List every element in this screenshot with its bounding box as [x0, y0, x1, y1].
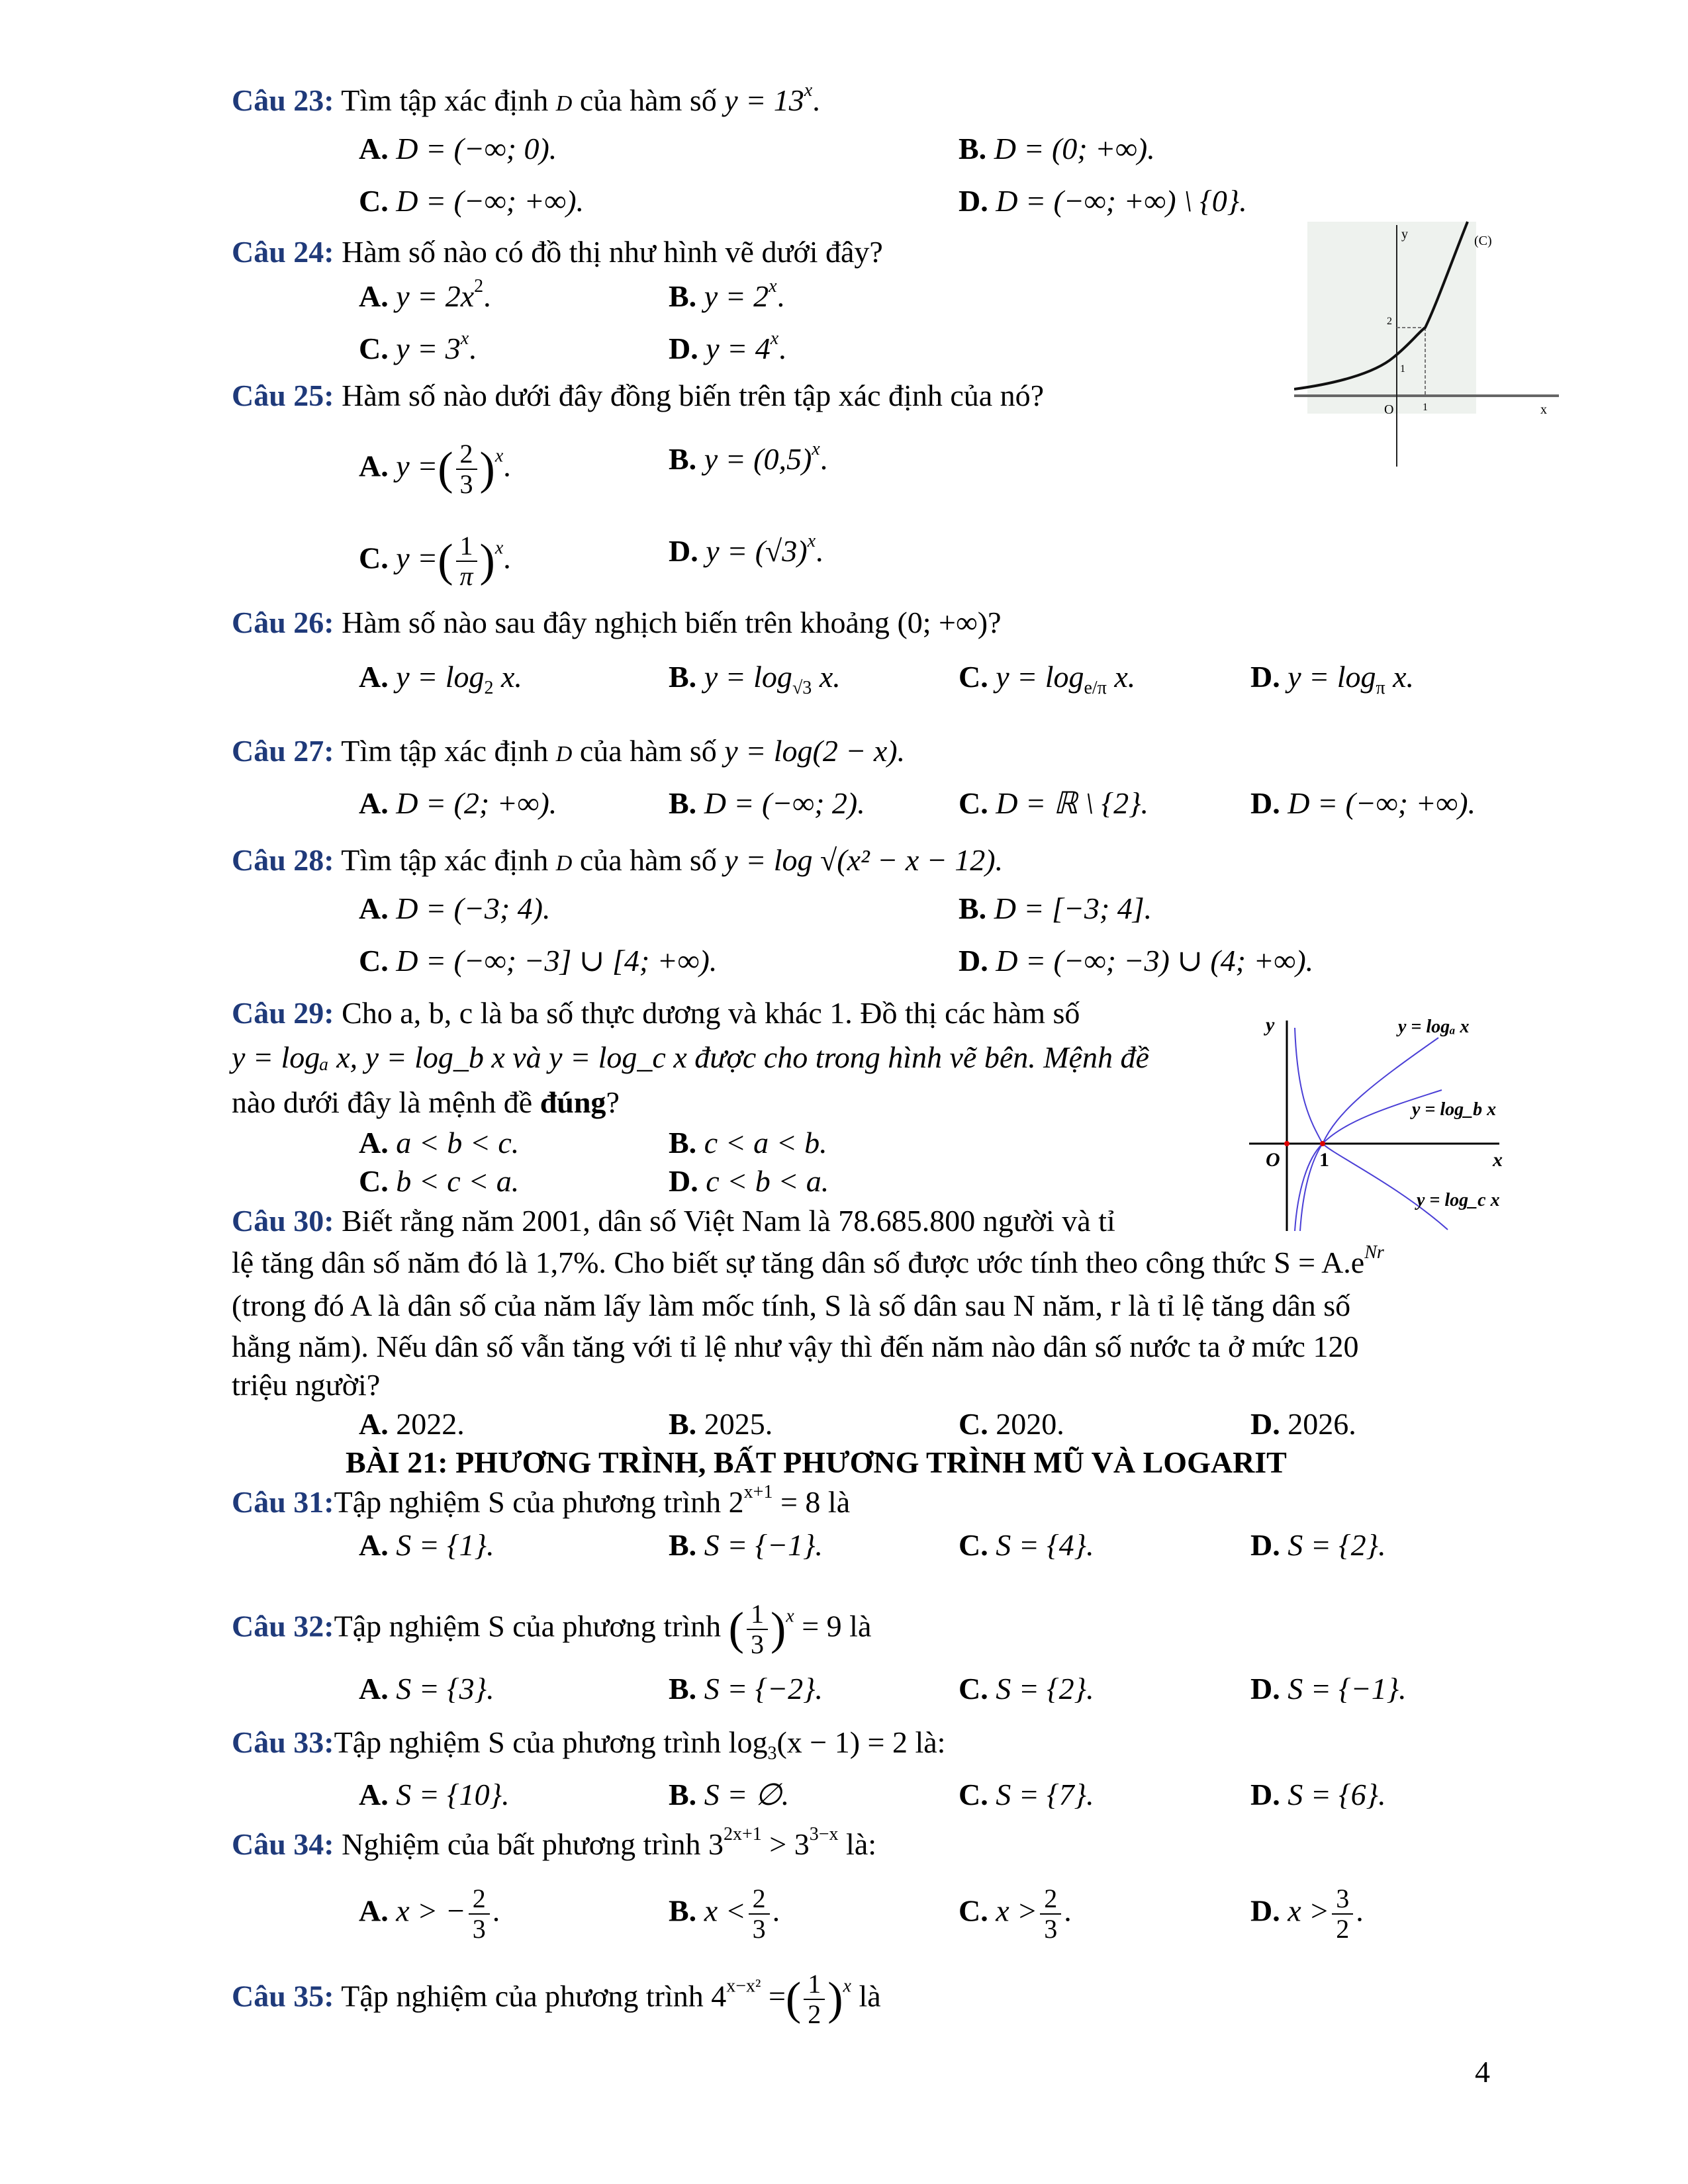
question-30 — [232, 1201, 1115, 1241]
option-sub: π — [1376, 678, 1385, 698]
option-key: B. — [669, 660, 697, 694]
option-key: C. — [959, 786, 988, 820]
option-value: D = (0; +∞). — [994, 132, 1155, 165]
option-key: B. — [669, 279, 697, 313]
option-key: C. — [959, 1407, 988, 1441]
one-label: 1 — [1319, 1149, 1329, 1171]
option-sub: √3 — [792, 678, 812, 698]
question-text-line — [232, 1243, 1384, 1283]
curve-log-a — [1323, 1038, 1438, 1144]
numerator: 2 — [1040, 1884, 1061, 1915]
numerator: 2 — [469, 1884, 490, 1915]
denominator: 2 — [1336, 1914, 1350, 1944]
option-key: A. — [359, 1893, 389, 1928]
curve-log-a-lower — [1295, 1144, 1323, 1231]
formula-sup: x−x² — [726, 1976, 761, 1997]
question-text: = — [761, 1979, 786, 2013]
option-c — [959, 1775, 1094, 1815]
option-c: C. $y = 3^x$. — [359, 328, 477, 365]
option-tail: x. — [812, 660, 841, 694]
option-c — [959, 1669, 1094, 1709]
numerator: 1 — [747, 1600, 768, 1630]
option-key: D. — [669, 534, 698, 568]
logarithm-graph — [1225, 979, 1523, 1231]
question-25 — [232, 376, 1044, 416]
question-text: Hàm số nào sau đây nghịch biến trên khoảng — [342, 606, 890, 639]
option-a: A. y =( $\frac{2}{3}$ )$^x$. — [359, 439, 511, 499]
option-value: y = (0,5) — [704, 442, 812, 476]
question-text: là: — [838, 1827, 877, 1861]
option-a — [359, 1404, 465, 1444]
option-key: D. — [959, 944, 988, 978]
option-key: A. — [359, 1778, 389, 1811]
question-29 — [232, 993, 1080, 1033]
y-label: y — [1401, 227, 1408, 242]
option-d — [1250, 784, 1476, 823]
option-key: B. — [669, 786, 697, 820]
option-value: D = (2; +∞). — [396, 786, 557, 820]
question-text-line — [232, 1038, 1149, 1077]
tick-label: 1 — [1400, 363, 1405, 375]
option-a — [359, 1123, 519, 1163]
option-value: S = {4}. — [996, 1528, 1094, 1562]
question-label: Câu 35: — [232, 1979, 334, 2013]
option-value: D = (−∞; 2). — [704, 786, 865, 820]
option-value: a < b < c. — [396, 1126, 520, 1160]
fraction — [747, 1600, 768, 1659]
denominator: 3 — [750, 1629, 764, 1659]
question-text: (x − 1) = 2 là: — [776, 1725, 946, 1759]
option-value: c < b < a. — [706, 1164, 829, 1198]
denominator: 3 — [459, 469, 473, 499]
option-d — [1250, 1525, 1386, 1565]
formula: y = log(2 − x). — [724, 734, 906, 768]
option-value: 2022. — [396, 1407, 465, 1441]
formula-sup: Nr — [1364, 1242, 1384, 1263]
option-key: B. — [669, 1407, 697, 1441]
option-sup: x — [770, 328, 779, 349]
option-key: D. — [1250, 1528, 1280, 1562]
option-key: D. — [1250, 786, 1280, 820]
question-text: = 8 là — [773, 1485, 851, 1519]
option-key: C. — [359, 944, 389, 978]
option-key: B. — [669, 1893, 697, 1928]
option-c — [359, 181, 584, 221]
fraction — [456, 531, 477, 591]
question-label: Câu 34: — [232, 1827, 334, 1861]
option-key: A. — [359, 1528, 389, 1562]
option-b: B. $y = (0,5)^x$. — [669, 439, 828, 476]
option-c — [959, 784, 1149, 823]
option-b: B. $y = 2^x$. — [669, 276, 785, 313]
option-key: B. — [959, 891, 987, 925]
question-text: = 9 là — [794, 1609, 872, 1643]
option-value: 2020. — [996, 1407, 1064, 1441]
option-a — [359, 657, 522, 697]
option-key: D. — [1250, 1893, 1280, 1928]
option-key: C. — [359, 332, 389, 365]
option-key: D. — [669, 332, 698, 365]
option-b — [959, 889, 1152, 929]
option-key: C. — [359, 541, 389, 575]
emphasis: đúng — [539, 1085, 606, 1119]
option-sup: x — [807, 531, 816, 551]
option-d — [1250, 657, 1414, 697]
option-key: B. — [669, 1778, 697, 1811]
option-sup: x — [460, 328, 469, 349]
origin-label: O — [1266, 1149, 1280, 1171]
option-value: S = {7}. — [996, 1778, 1094, 1811]
option-key: B. — [669, 1672, 697, 1706]
option-c — [959, 1525, 1094, 1565]
option-value: y = 4 — [706, 332, 771, 365]
option-key: A. — [359, 1407, 389, 1441]
option-value: y = (√3) — [706, 534, 808, 568]
question-24 — [232, 232, 883, 272]
question-text: hằng năm). Nếu dân số vẫn tăng với tỉ lệ như vậy thì đến năm nào dân số nước ta ở mức 120 — [232, 1330, 1359, 1363]
numerator: 2 — [456, 439, 477, 470]
option-value: y = — [396, 541, 438, 575]
option-sub: 2 — [484, 678, 494, 698]
option-key: C. — [959, 1778, 988, 1811]
formula: y = log √(x² − x − 12). — [724, 843, 1004, 877]
fraction — [804, 1970, 825, 2029]
denominator: 3 — [1044, 1914, 1058, 1944]
option-tail: x. — [1385, 660, 1415, 694]
option-value: S = {2}. — [1288, 1528, 1386, 1562]
option-key: C. — [359, 1164, 389, 1198]
question-text: Tập nghiệm của phương trình 4 — [341, 1979, 727, 2013]
option-a — [359, 1525, 494, 1565]
option-value: c < a < b. — [704, 1126, 827, 1160]
question-label: Câu 31: — [232, 1485, 334, 1519]
option-value: y = 2x — [396, 279, 475, 313]
option-value: y = 2 — [704, 279, 769, 313]
option-key: B. — [669, 1126, 697, 1160]
fraction — [469, 1884, 490, 1944]
option-sup: x — [812, 439, 820, 459]
option-key: C. — [959, 1893, 988, 1928]
option-c: C. x > $\frac{2}{3}$ . — [959, 1884, 1072, 1944]
option-b — [669, 1123, 827, 1163]
option-b — [959, 129, 1155, 169]
question-text: Tập nghiệm S của phương trình log — [334, 1725, 768, 1759]
question-label: Câu 33: — [232, 1725, 334, 1759]
option-value: D = (−3; 4). — [396, 891, 551, 925]
question-text: (trong đó A là dân số của năm lấy làm mốc tính, S là số dân sau N năm, r là tỉ lệ tăng dân số — [232, 1289, 1351, 1322]
option-value: D = (−∞; −3] ∪ [4; +∞). — [396, 944, 718, 978]
question-label: Câu 25: — [232, 379, 334, 412]
fraction — [1332, 1884, 1353, 1944]
option-d: D. x > $\frac{3}{2}$ . — [1250, 1884, 1364, 1944]
option-a — [359, 1669, 494, 1709]
option-value: D = (−∞; +∞). — [396, 184, 585, 218]
question-23: Câu 23: Tìm tập xác định D của hàm số $y = 13^x$. — [232, 80, 820, 117]
option-a: A. x > − $\frac{2}{3}$ . — [359, 1884, 500, 1944]
question-31 — [232, 1482, 850, 1522]
option-a — [359, 784, 557, 823]
option-value: S = {6}. — [1288, 1778, 1386, 1811]
fraction — [1040, 1884, 1061, 1944]
question-text: y = logₐ x, y = log_b x và y = log_c x được cho trong hình vẽ bên. Mệnh đề — [232, 1040, 1149, 1074]
option-key: C. — [959, 660, 988, 694]
option-key: D. — [1250, 1778, 1280, 1811]
option-key: C. — [359, 184, 389, 218]
option-value: y = log — [704, 660, 792, 694]
point-one — [1320, 1141, 1325, 1146]
question-text: Tập nghiệm S của phương trình — [334, 1609, 722, 1643]
option-value: D = (−∞; −3) ∪ (4; +∞). — [996, 944, 1314, 978]
denominator: π — [459, 561, 473, 591]
formula-sup: x — [843, 1976, 851, 1997]
option-value: S = {−1}. — [1288, 1672, 1407, 1706]
option-d — [959, 181, 1247, 221]
option-c — [959, 1404, 1064, 1444]
exponential-graph — [1294, 218, 1559, 470]
option-key: D. — [1250, 1672, 1280, 1706]
x-label: x — [1540, 402, 1547, 417]
denominator: 3 — [472, 1914, 486, 1944]
question-text: là — [851, 1979, 881, 2013]
section-title: BÀI 21: PHƯƠNG TRÌNH, BẤT PHƯƠNG TRÌNH MŨ VÀ LOGARIT — [346, 1445, 1287, 1479]
y-label: y — [1266, 1014, 1275, 1036]
question-text-line — [232, 1365, 380, 1405]
numerator: 1 — [456, 531, 477, 562]
option-key: A. — [359, 786, 389, 820]
numerator: 1 — [804, 1970, 825, 2000]
curve-label: (C) — [1474, 234, 1492, 248]
option-value: S = {10}. — [396, 1778, 510, 1811]
option-c — [359, 941, 717, 981]
formula-sub: 3 — [767, 1743, 777, 1764]
question-34 — [232, 1825, 876, 1864]
formula-sup: x — [786, 1606, 794, 1627]
option-value: D = (−∞; +∞) \ {0}. — [996, 184, 1247, 218]
question-text: > 3 — [761, 1827, 810, 1861]
option-value: y = log — [996, 660, 1084, 694]
option-a: A. $y = 2x^2$. — [359, 276, 491, 313]
option-b: B. x < $\frac{2}{3}$ . — [669, 1884, 780, 1944]
option-d — [1250, 1669, 1407, 1709]
option-value: D = ℝ \ {2}. — [996, 786, 1149, 820]
var: D — [555, 91, 573, 116]
option-key: A. — [359, 1126, 389, 1160]
question-33 — [232, 1723, 945, 1762]
denominator: 2 — [808, 1999, 821, 2029]
page-number: 4 — [1475, 2055, 1490, 2089]
question-label: Câu 28: — [232, 843, 334, 877]
var: D — [555, 851, 573, 876]
question-label: Câu 30: — [232, 1204, 334, 1238]
option-b — [669, 1525, 823, 1565]
question-text: Cho a, b, c là ba số thực dương và khác 1. Đồ thị các hàm số — [342, 996, 1080, 1030]
option-key: B. — [959, 132, 987, 165]
option-b — [669, 784, 865, 823]
option-value: S = {3}. — [396, 1672, 494, 1706]
numerator: 2 — [749, 1884, 770, 1915]
option-key: A. — [359, 660, 389, 694]
label-log-c: y = log_c x — [1417, 1190, 1500, 1210]
option-a — [359, 889, 551, 929]
question-text: Biết rằng năm 2001, dân số Việt Nam là 78.685.800 người và tỉ — [342, 1204, 1115, 1238]
option-c — [959, 657, 1135, 697]
x-label: x — [1493, 1149, 1503, 1171]
question-28 — [232, 841, 1003, 884]
formula-sup: 3−x — [809, 1824, 839, 1844]
question-label: Câu 26: — [232, 606, 334, 639]
label-log-a: y = logₐ x — [1398, 1017, 1470, 1037]
tick-label: 1 — [1423, 402, 1428, 413]
question-text: Hàm số nào dưới đây đồng biến trên tập xác định của nó? — [342, 379, 1045, 412]
option-value: 2026. — [1288, 1407, 1356, 1441]
option-value: D = (−∞; 0). — [396, 132, 557, 165]
label-log-b: y = log_b x — [1412, 1099, 1497, 1120]
option-sup: x — [494, 445, 504, 467]
question-text: ? — [606, 1085, 620, 1119]
option-value: x > — [1288, 1893, 1330, 1928]
question-text-line — [232, 1083, 620, 1122]
question-label: Câu 32: — [232, 1609, 334, 1643]
option-value: x > − — [396, 1893, 466, 1928]
option-a — [359, 1775, 510, 1815]
formula-sup: x+1 — [743, 1482, 773, 1502]
option-key: D. — [959, 184, 988, 218]
option-value: b < c < a. — [396, 1164, 520, 1198]
option-d — [1250, 1775, 1386, 1815]
option-key: D. — [669, 1164, 698, 1198]
option-tail: x. — [493, 660, 522, 694]
option-value: y = log — [1288, 660, 1376, 694]
question-text: của hàm số — [579, 843, 717, 877]
formula-sup: 2x+1 — [724, 1824, 762, 1844]
option-key: A. — [359, 132, 389, 165]
option-value: x < — [704, 1893, 746, 1928]
var: D — [555, 742, 573, 766]
option-d: D. $y = (√3)^x$. — [669, 531, 823, 568]
option-value: x > — [996, 1893, 1038, 1928]
option-a — [359, 129, 557, 169]
option-value: D = (−∞; +∞). — [1288, 786, 1476, 820]
option-key: B. — [669, 1528, 697, 1562]
option-b — [669, 657, 841, 697]
option-b — [669, 1669, 823, 1709]
fraction — [749, 1884, 770, 1944]
option-key: D. — [1250, 660, 1280, 694]
option-key: B. — [669, 442, 697, 476]
option-b — [669, 1404, 773, 1444]
denominator: 3 — [752, 1914, 766, 1944]
option-value: S = ∅. — [704, 1778, 790, 1811]
option-d — [669, 1161, 829, 1201]
question-27 — [232, 731, 905, 774]
option-value: y = 3 — [396, 332, 461, 365]
question-text: nào dưới đây là mệnh đề — [232, 1085, 533, 1119]
option-value: S = {1}. — [396, 1528, 494, 1562]
question-text: Tìm tập xác định — [341, 843, 549, 877]
option-value: D = [−3; 4]. — [994, 891, 1152, 925]
question-text: của hàm số — [579, 734, 717, 768]
question-text: Tìm tập xác định — [341, 734, 549, 768]
question-text: của hàm số — [579, 83, 717, 117]
question-text-line — [232, 1286, 1350, 1326]
option-key: A. — [359, 449, 389, 483]
question-32: Câu 32:Tập nghiệm S của phương trình ( $\frac{1}{3}$ )$^x$ = 9 là — [232, 1599, 872, 1659]
option-d — [959, 941, 1313, 981]
option-sup: x — [494, 537, 504, 559]
question-text: Nghiệm của bất phương trình 3 — [342, 1827, 724, 1861]
option-key: A. — [359, 279, 389, 313]
question-text: Tìm tập xác định — [341, 83, 549, 117]
option-key: C. — [959, 1528, 988, 1562]
fraction — [456, 439, 477, 499]
option-d — [1250, 1404, 1356, 1444]
question-label: Câu 24: — [232, 235, 334, 269]
option-sup: x — [769, 276, 777, 296]
option-c: C. y =( $\frac{1}{\pi}$ )$^x$. — [359, 531, 511, 591]
numerator: 3 — [1332, 1884, 1353, 1915]
question-label: Câu 23: — [232, 83, 334, 117]
question-label: Câu 29: — [232, 996, 334, 1030]
option-value: S = {−2}. — [704, 1672, 823, 1706]
interval: (0; +∞)? — [897, 606, 1002, 639]
question-26 — [232, 603, 1002, 643]
option-value: S = {−1}. — [704, 1528, 823, 1562]
option-value: 2025. — [704, 1407, 773, 1441]
question-text: Tập nghiệm S của phương trình 2 — [334, 1485, 744, 1519]
option-key: A. — [359, 891, 389, 925]
option-key: D. — [1250, 1407, 1280, 1441]
option-c — [359, 1161, 519, 1201]
tick-label: 2 — [1387, 316, 1392, 327]
option-value: y = log — [396, 660, 485, 694]
option-key: C. — [959, 1672, 988, 1706]
question-35: Câu 35: Tập nghiệm của phương trình $4^{x-x^2}$ =( $\frac{1}{2}$ )$^x$ là — [232, 1969, 881, 2029]
origin-label: O — [1384, 402, 1394, 417]
origin-point — [1284, 1141, 1289, 1146]
option-key: A. — [359, 1672, 389, 1706]
option-tail: x. — [1106, 660, 1136, 694]
option-value: S = {2}. — [996, 1672, 1094, 1706]
option-sub: e/π — [1084, 678, 1107, 698]
question-text-line — [232, 1327, 1358, 1367]
question-text: Hàm số nào có đồ thị như hình vẽ dưới đây? — [342, 235, 883, 269]
option-b — [669, 1775, 789, 1815]
option-d: D. $y = 4^x$. — [669, 328, 786, 365]
option-sup: 2 — [474, 276, 484, 296]
formula-sup: x — [804, 80, 813, 101]
question-label: Câu 27: — [232, 734, 334, 768]
formula: y = 13 — [724, 83, 804, 117]
option-value: y = — [396, 449, 438, 483]
question-text: triệu người? — [232, 1368, 381, 1402]
question-text: lệ tăng dân số năm đó là 1,7%. Cho biết sự tăng dân số được ước tính theo công thức S = A.e — [232, 1246, 1365, 1279]
